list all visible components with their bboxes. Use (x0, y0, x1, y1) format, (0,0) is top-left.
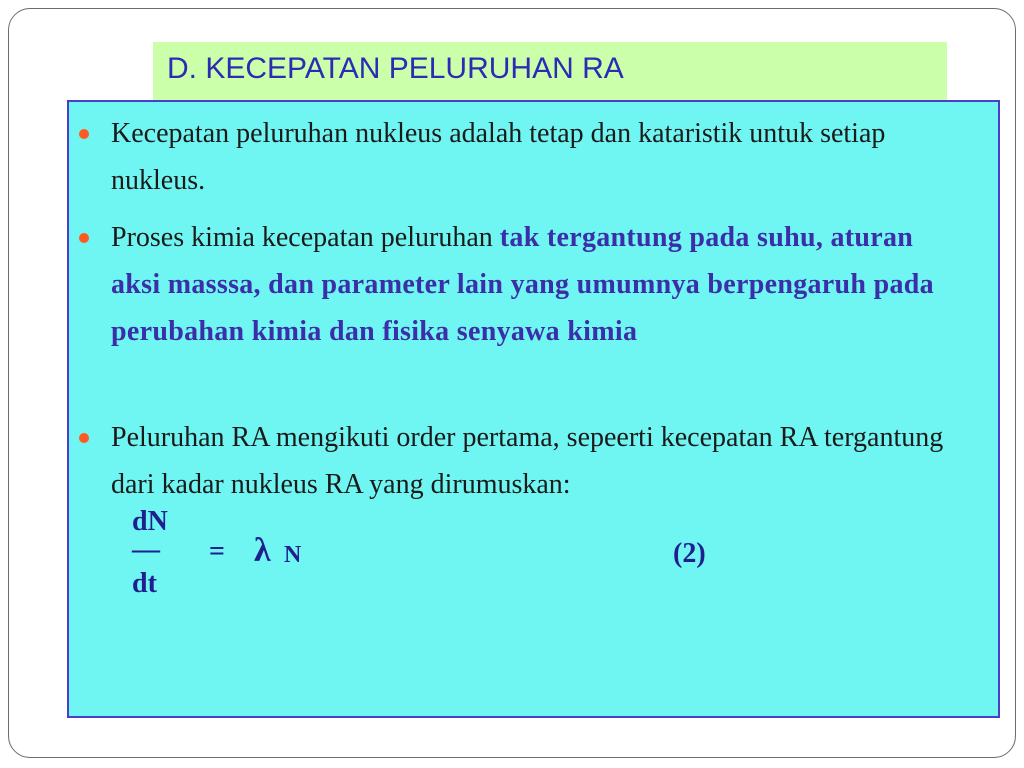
bullet-text-1: Kecepatan peluruhan nukleus adalah tetap dan kataristik untuk setiap nukleus. (111, 118, 886, 196)
equation-number: (2) (673, 538, 706, 569)
equation-denominator: dt (132, 568, 157, 599)
lambda-symbol: λ (254, 532, 271, 569)
equation-variable: N (284, 542, 302, 568)
bullet-dot-icon (79, 129, 89, 139)
equation-fraction-bar: — (132, 534, 160, 565)
bullet-item-1 (79, 110, 959, 204)
bullet-text-2-emphasis: tak tergantung pada suhu, aturan aksi masssa, dan parameter lain yang umumnya berpengaruh pada perubahan kimia dan fisika senyawa kimia (111, 222, 934, 347)
bullet-item-2 (79, 214, 959, 355)
title-bar (153, 42, 947, 100)
bullet-dot-icon (79, 233, 89, 243)
content-box (67, 100, 1000, 718)
bullet-text-2-wrapper (111, 214, 959, 355)
bullet-text-2: Proses kimia kecepatan peluruhan (111, 222, 500, 253)
bullet-item-3 (79, 414, 959, 508)
bullet-text-3: Peluruhan RA mengikuti order pertama, sepeerti kecepatan RA tergantung dari kadar nukleus RA yang dirumuskan: (111, 422, 944, 500)
equation-numerator: dN (132, 506, 168, 537)
equation-equals: = (209, 536, 225, 567)
slide-title: D. KECEPATAN PELURUHAN RA (167, 52, 624, 85)
bullet-dot-icon (79, 433, 89, 443)
